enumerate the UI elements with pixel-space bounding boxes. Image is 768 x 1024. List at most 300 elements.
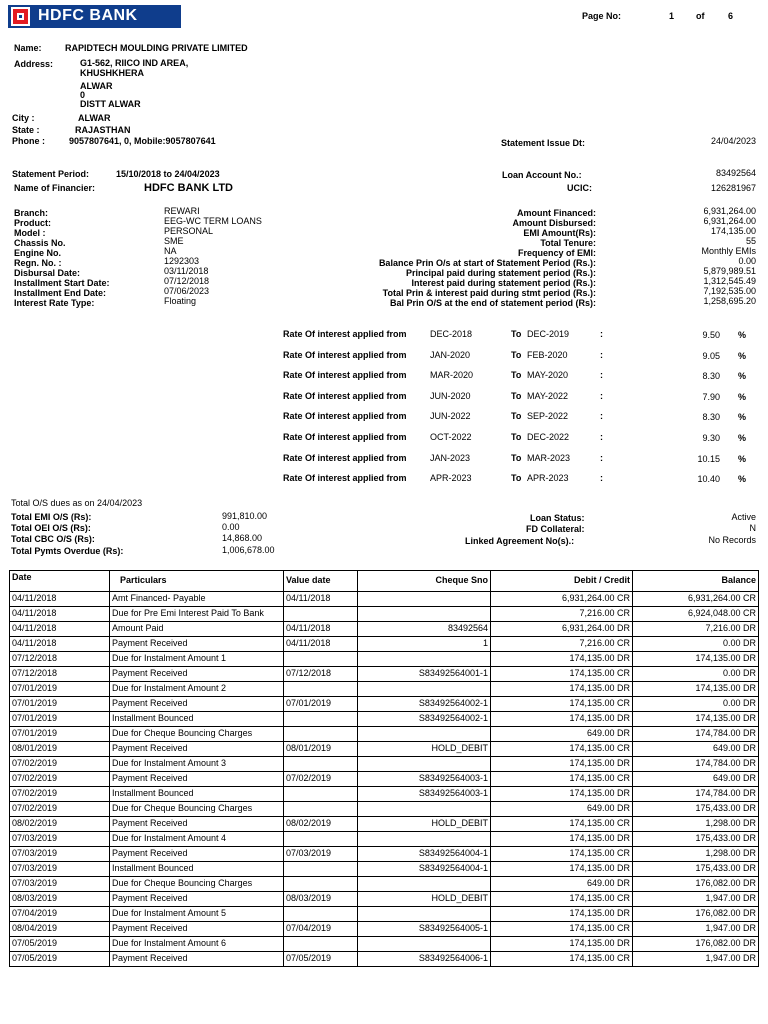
cell-value-date <box>284 652 358 667</box>
rate-value: 8.30 <box>702 371 720 382</box>
loan-account-label: Loan Account No.: <box>502 170 582 180</box>
cell-date: 07/02/2019 <box>10 772 110 787</box>
dues-heading: Total O/S dues as on 24/04/2023 <box>11 498 143 508</box>
cell-balance: 176,082.00 DR <box>633 907 759 922</box>
cell-balance: 174,135.00 DR <box>633 682 759 697</box>
cell-particulars: Amount Paid <box>110 622 284 637</box>
cell-value-date <box>284 727 358 742</box>
cell-amount: 174,135.00 CR <box>491 892 633 907</box>
transactions-table <box>9 570 759 967</box>
loan-summary-value: 6,931,264.00 <box>703 206 756 216</box>
cell-value-date: 08/01/2019 <box>284 742 358 757</box>
address-label: Address: <box>14 59 54 69</box>
ucic-label: UCIC: <box>567 183 592 193</box>
loan-summary-label: Total Tenure: <box>540 238 596 248</box>
loan-detail-label: Model : <box>14 228 46 238</box>
loan-summary-label: Amount Disbursed: <box>512 218 596 228</box>
rate-to-label: To <box>511 390 522 401</box>
cell-amount: 174,135.00 DR <box>491 832 633 847</box>
rate-to-label: To <box>511 432 522 442</box>
cell-date: 07/03/2019 <box>10 847 110 862</box>
rate-colon: : <box>600 349 603 360</box>
cell-date: 08/04/2019 <box>10 922 110 937</box>
rate-to-month: SEP-2022 <box>527 411 569 422</box>
loan-detail-label: Installment End Date: <box>14 288 107 298</box>
cell-balance: 649.00 DR <box>633 742 759 757</box>
loan-detail-value: SME <box>164 236 184 246</box>
rate-from-label: Rate Of interest applied from <box>283 411 407 422</box>
rate-from-label: Rate Of interest applied from <box>283 473 407 484</box>
cell-date: 07/01/2019 <box>10 697 110 712</box>
cell-amount: 174,135.00 CR <box>491 952 633 967</box>
table-row <box>10 607 759 622</box>
table-row <box>10 667 759 682</box>
cell-cheque <box>358 607 491 622</box>
cell-amount: 649.00 DR <box>491 727 633 742</box>
loan-summary-value: 1,312,545.49 <box>703 276 756 286</box>
cell-cheque: S83492564003-1 <box>358 772 491 787</box>
cell-cheque: 1 <box>358 637 491 652</box>
loan-summary-label: Bal Prin O/S at the end of statement period (Rs): <box>389 298 596 308</box>
brand-name: HDFC BANK <box>38 7 138 24</box>
cell-date: 07/03/2019 <box>10 832 110 847</box>
due-value: 14,868.00 <box>222 533 263 543</box>
rate-percent-sign: % <box>738 474 747 485</box>
rate-to-month: FEB-2020 <box>527 349 568 360</box>
due-value: 991,810.00 <box>222 511 268 521</box>
cell-cheque: HOLD_DEBIT <box>358 892 491 907</box>
loan-summary-value: 174,135.00 <box>710 226 756 236</box>
cell-balance: 0.00 DR <box>633 667 759 682</box>
col-header-date: Date <box>10 571 110 592</box>
rate-from-month: JAN-2023 <box>430 452 471 463</box>
rate-from-month: DEC-2018 <box>430 329 473 339</box>
cell-value-date <box>284 757 358 772</box>
rate-percent-sign: % <box>738 412 747 423</box>
cell-date: 07/01/2019 <box>10 727 110 742</box>
rate-from-label: Rate Of interest applied from <box>283 370 407 381</box>
table-row <box>10 637 759 652</box>
table-row <box>10 712 759 727</box>
cell-value-date: 07/05/2019 <box>284 952 358 967</box>
due-label: Total CBC O/S (Rs): <box>11 534 95 544</box>
table-row <box>10 652 759 667</box>
financier-label: Name of Financier: <box>14 183 96 193</box>
period-value: 15/10/2018 to 24/04/2023 <box>116 169 220 179</box>
cell-date: 07/02/2019 <box>10 757 110 772</box>
cell-particulars: Payment Received <box>110 742 284 757</box>
rate-colon: : <box>600 390 603 401</box>
loan-account-value: 83492564 <box>715 168 756 178</box>
cell-amount: 174,135.00 DR <box>491 937 633 952</box>
loan-detail-value: Floating <box>164 296 197 306</box>
loan-detail-label: Installment Start Date: <box>14 278 110 288</box>
cell-balance: 174,135.00 DR <box>633 712 759 727</box>
financier-value: HDFC BANK LTD <box>144 182 234 194</box>
address-line: 0 <box>80 90 86 100</box>
address-line: DISTT ALWAR <box>80 99 141 109</box>
table-row <box>10 757 759 772</box>
table-row <box>10 817 759 832</box>
cell-amount: 174,135.00 DR <box>491 682 633 697</box>
cell-date: 04/11/2018 <box>10 622 110 637</box>
cell-value-date <box>284 712 358 727</box>
cell-balance: 7,216.00 DR <box>633 622 759 637</box>
cell-value-date: 07/04/2019 <box>284 922 358 937</box>
cell-balance: 174,784.00 DR <box>633 757 759 772</box>
loan-summary-value: 6,931,264.00 <box>703 216 756 226</box>
table-row <box>10 787 759 802</box>
cell-cheque: HOLD_DEBIT <box>358 742 491 757</box>
rate-from-month: OCT-2022 <box>430 432 472 442</box>
cell-particulars: Due for Pre Emi Interest Paid To Bank <box>110 607 284 622</box>
rate-percent-sign: % <box>738 350 747 361</box>
col-header-debit-credit: Debit / Credit <box>491 571 633 592</box>
cell-amount: 649.00 DR <box>491 877 633 892</box>
cell-cheque: HOLD_DEBIT <box>358 817 491 832</box>
cell-particulars: Payment Received <box>110 637 284 652</box>
due-label: Total Pymts Overdue (Rs): <box>11 546 124 556</box>
rate-colon: : <box>600 452 603 463</box>
table-row <box>10 922 759 937</box>
cell-balance: 176,082.00 DR <box>633 877 759 892</box>
cell-value-date: 08/03/2019 <box>284 892 358 907</box>
cell-balance: 0.00 DR <box>633 697 759 712</box>
cell-particulars: Due for Instalment Amount 1 <box>110 652 284 667</box>
cell-balance: 1,947.00 DR <box>633 892 759 907</box>
cell-date: 04/11/2018 <box>10 592 110 607</box>
loan-summary-label: Amount Financed: <box>517 208 596 218</box>
loan-summary-value: Monthly EMIs <box>701 246 756 256</box>
cell-value-date <box>284 607 358 622</box>
cell-date: 07/03/2019 <box>10 877 110 892</box>
cell-value-date: 07/03/2019 <box>284 847 358 862</box>
rate-to-label: To <box>511 411 522 422</box>
loan-summary-value: 5,879,989.51 <box>703 266 756 276</box>
loan-detail-label: Interest Rate Type: <box>14 298 95 308</box>
rate-to-month: MAY-2020 <box>527 370 569 381</box>
issue-date-label: Statement Issue Dt: <box>501 138 586 148</box>
loan-detail-label: Disbursal Date: <box>14 268 81 278</box>
cell-balance: 176,082.00 DR <box>633 937 759 952</box>
table-row <box>10 742 759 757</box>
rate-value: 10.40 <box>697 474 720 485</box>
cell-cheque: S83492564004-1 <box>358 847 491 862</box>
rate-from-month: JUN-2022 <box>430 411 471 422</box>
cell-date: 07/12/2018 <box>10 667 110 682</box>
cell-date: 07/04/2019 <box>10 907 110 922</box>
loan-status-value: Active <box>731 512 756 522</box>
rate-value: 7.90 <box>702 391 720 402</box>
cell-cheque <box>358 832 491 847</box>
rate-percent-sign: % <box>738 371 747 382</box>
cell-amount: 174,135.00 DR <box>491 787 633 802</box>
cell-particulars: Due for Instalment Amount 6 <box>110 937 284 952</box>
cell-cheque <box>358 592 491 607</box>
cell-value-date <box>284 862 358 877</box>
fd-collateral-label: FD Collateral: <box>526 524 585 534</box>
table-row <box>10 802 759 817</box>
rate-to-label: To <box>511 329 522 339</box>
cell-amount: 7,216.00 CR <box>491 637 633 652</box>
rate-to-month: APR-2023 <box>527 473 569 484</box>
cell-cheque: S83492564004-1 <box>358 862 491 877</box>
phone-label: Phone : <box>12 136 45 146</box>
cell-cheque: S83492564001-1 <box>358 667 491 682</box>
table-header-row <box>10 571 759 592</box>
loan-detail-label: Regn. No. : <box>14 258 62 268</box>
cell-cheque <box>358 937 491 952</box>
cell-cheque: S83492564005-1 <box>358 922 491 937</box>
rate-value: 10.15 <box>697 453 720 464</box>
state-label: State : <box>12 125 40 135</box>
city-label: City : <box>12 113 35 123</box>
cell-cheque <box>358 802 491 817</box>
rate-to-month: MAR-2023 <box>527 452 571 463</box>
col-header-balance: Balance <box>633 571 759 592</box>
rate-to-month: DEC-2019 <box>527 329 570 339</box>
page-total: 6 <box>728 11 734 21</box>
loan-status-label: Loan Status: <box>530 513 585 523</box>
cell-particulars: Due for Cheque Bouncing Charges <box>110 802 284 817</box>
cell-amount: 174,135.00 DR <box>491 712 633 727</box>
cell-particulars: Installment Bounced <box>110 862 284 877</box>
cell-date: 04/11/2018 <box>10 637 110 652</box>
loan-detail-value: REWARI <box>164 206 200 216</box>
rate-to-label: To <box>511 370 522 381</box>
loan-summary-label: Total Prin & interest paid during stmt period (Rs.): <box>382 288 596 298</box>
cell-date: 07/01/2019 <box>10 712 110 727</box>
cell-balance: 6,931,264.00 CR <box>633 592 759 607</box>
loan-summary-label: Frequency of EMI: <box>517 248 596 258</box>
table-row <box>10 622 759 637</box>
table-row <box>10 727 759 742</box>
table-row <box>10 697 759 712</box>
cell-balance: 175,433.00 DR <box>633 832 759 847</box>
table-row <box>10 862 759 877</box>
loan-summary-label: Balance Prin O/s at start of Statement Period (Rs.): <box>378 258 596 268</box>
table-row <box>10 592 759 607</box>
col-header-particulars: Particulars <box>110 571 284 592</box>
loan-detail-value: 1292303 <box>164 256 200 266</box>
loan-summary-value: 1,258,695.20 <box>703 296 756 306</box>
period-label: Statement Period: <box>12 169 90 179</box>
cell-amount: 7,216.00 CR <box>491 607 633 622</box>
rate-value: 9.30 <box>702 433 720 443</box>
cell-cheque: S83492564002-1 <box>358 697 491 712</box>
cell-amount: 174,135.00 CR <box>491 772 633 787</box>
cell-particulars: Due for Instalment Amount 3 <box>110 757 284 772</box>
col-header-cheque: Cheque Sno <box>358 571 491 592</box>
table-row <box>10 682 759 697</box>
rate-to-month: MAY-2022 <box>527 390 569 401</box>
rate-colon: : <box>600 370 603 381</box>
cell-particulars: Installment Bounced <box>110 787 284 802</box>
linked-agreement-label: Linked Agreement No(s).: <box>465 536 575 546</box>
cell-balance: 175,433.00 DR <box>633 802 759 817</box>
cell-value-date <box>284 802 358 817</box>
rate-colon: : <box>600 329 603 339</box>
loan-summary-label: Principal paid during statement period (Rs.): <box>405 268 596 278</box>
cell-date: 08/01/2019 <box>10 742 110 757</box>
cell-amount: 174,135.00 CR <box>491 817 633 832</box>
loan-detail-value: PERSONAL <box>164 226 214 236</box>
cell-amount: 174,135.00 DR <box>491 757 633 772</box>
cell-balance: 174,135.00 DR <box>633 652 759 667</box>
cell-value-date: 04/11/2018 <box>284 592 358 607</box>
rate-from-month: APR-2023 <box>430 473 472 484</box>
loan-detail-value: 07/12/2018 <box>164 276 210 286</box>
cell-particulars: Payment Received <box>110 922 284 937</box>
table-row <box>10 832 759 847</box>
rate-value: 9.05 <box>702 350 720 361</box>
due-value: 1,006,678.00 <box>222 545 275 555</box>
cell-date: 07/05/2019 <box>10 937 110 952</box>
loan-detail-value: NA <box>164 246 177 256</box>
rate-value: 8.30 <box>702 412 720 423</box>
address-line: G1-562, RIICO IND AREA, <box>80 58 189 68</box>
cell-cheque: 83492564 <box>358 622 491 637</box>
cell-particulars: Payment Received <box>110 667 284 682</box>
cell-value-date: 04/11/2018 <box>284 622 358 637</box>
cell-date: 07/05/2019 <box>10 952 110 967</box>
cell-amount: 6,931,264.00 DR <box>491 622 633 637</box>
rate-from-month: JAN-2020 <box>430 349 471 360</box>
cell-cheque: S83492564002-1 <box>358 712 491 727</box>
cell-date: 07/12/2018 <box>10 652 110 667</box>
cell-value-date: 08/02/2019 <box>284 817 358 832</box>
issue-date-value: 24/04/2023 <box>710 136 756 146</box>
cell-value-date <box>284 877 358 892</box>
cell-date: 07/02/2019 <box>10 802 110 817</box>
cell-particulars: Due for Instalment Amount 2 <box>110 682 284 697</box>
cell-amount: 6,931,264.00 CR <box>491 592 633 607</box>
fd-collateral-value: N <box>749 523 756 533</box>
cell-date: 08/02/2019 <box>10 817 110 832</box>
cell-particulars: Due for Instalment Amount 5 <box>110 907 284 922</box>
table-row <box>10 937 759 952</box>
cell-amount: 174,135.00 CR <box>491 922 633 937</box>
due-value: 0.00 <box>222 522 240 532</box>
rate-to-label: To <box>511 473 522 484</box>
page-current: 1 <box>669 11 675 21</box>
loan-detail-value: EEG-WC TERM LOANS <box>164 216 262 226</box>
cell-balance: 1,947.00 DR <box>633 922 759 937</box>
rate-from-month: MAR-2020 <box>430 370 474 381</box>
cell-amount: 174,135.00 CR <box>491 697 633 712</box>
cell-value-date: 07/12/2018 <box>284 667 358 682</box>
cell-particulars: Due for Cheque Bouncing Charges <box>110 727 284 742</box>
rate-to-month: DEC-2022 <box>527 432 570 442</box>
due-label: Total EMI O/S (Rs): <box>11 512 92 522</box>
table-row <box>10 772 759 787</box>
loan-summary-label: EMI Amount(Rs): <box>523 228 596 238</box>
cell-date: 04/11/2018 <box>10 607 110 622</box>
cell-balance: 1,298.00 DR <box>633 847 759 862</box>
cell-amount: 174,135.00 DR <box>491 862 633 877</box>
cell-particulars: Payment Received <box>110 817 284 832</box>
loan-detail-value: 07/06/2023 <box>164 286 210 296</box>
rate-from-label: Rate Of interest applied from <box>283 390 407 401</box>
cell-amount: 174,135.00 CR <box>491 847 633 862</box>
rate-to-label: To <box>511 349 522 360</box>
table-row <box>10 907 759 922</box>
loan-summary-value: 7,192,535.00 <box>703 286 756 296</box>
cell-value-date <box>284 832 358 847</box>
loan-detail-label: Branch: <box>14 208 49 218</box>
cell-value-date <box>284 907 358 922</box>
cell-balance: 0.00 DR <box>633 637 759 652</box>
rate-from-label: Rate Of interest applied from <box>283 432 407 442</box>
rate-from-label: Rate Of interest applied from <box>283 349 407 360</box>
cell-amount: 174,135.00 CR <box>491 667 633 682</box>
cell-cheque <box>358 907 491 922</box>
name-label: Name: <box>14 43 42 53</box>
cell-date: 07/03/2019 <box>10 862 110 877</box>
cell-value-date: 04/11/2018 <box>284 637 358 652</box>
cell-particulars: Due for Instalment Amount 4 <box>110 832 284 847</box>
due-label: Total OEI O/S (Rs): <box>11 523 91 533</box>
address-line: ALWAR <box>80 81 113 91</box>
cell-particulars: Due for Cheque Bouncing Charges <box>110 877 284 892</box>
cell-value-date: 07/01/2019 <box>284 697 358 712</box>
rate-from-label: Rate Of interest applied from <box>283 452 407 463</box>
loan-summary-label: Interest paid during statement period (Rs.): <box>411 278 596 288</box>
cell-particulars: Payment Received <box>110 697 284 712</box>
loan-summary-value: 55 <box>745 236 756 246</box>
linked-agreement-value: No Records <box>708 535 756 545</box>
rate-colon: : <box>600 411 603 422</box>
cell-cheque: S83492564003-1 <box>358 787 491 802</box>
cell-cheque <box>358 757 491 772</box>
cell-balance: 174,784.00 DR <box>633 787 759 802</box>
table-row <box>10 892 759 907</box>
cell-particulars: Payment Received <box>110 847 284 862</box>
col-header-value-date: Value date <box>284 571 358 592</box>
rate-colon: : <box>600 473 603 484</box>
cell-date: 07/01/2019 <box>10 682 110 697</box>
cell-cheque: S83492564006-1 <box>358 952 491 967</box>
cell-balance: 1,947.00 DR <box>633 952 759 967</box>
cell-balance: 649.00 DR <box>633 772 759 787</box>
rate-percent-sign: % <box>738 391 747 402</box>
cell-balance: 174,784.00 DR <box>633 727 759 742</box>
loan-detail-label: Chassis No. <box>14 238 66 248</box>
state-value: RAJASTHAN <box>75 125 131 135</box>
cell-particulars: Amt Financed- Payable <box>110 592 284 607</box>
rate-value: 9.50 <box>702 330 720 340</box>
cell-amount: 649.00 DR <box>491 802 633 817</box>
phone-value: 9057807641, 0, Mobile:9057807641 <box>69 136 216 146</box>
loan-detail-label: Product: <box>14 218 51 228</box>
hdfc-bank-logo <box>8 5 181 28</box>
cell-value-date <box>284 787 358 802</box>
cell-balance: 6,924,048.00 CR <box>633 607 759 622</box>
rate-percent-sign: % <box>738 433 747 443</box>
loan-summary-value: 0.00 <box>738 256 756 266</box>
rate-percent-sign: % <box>738 453 747 464</box>
page-label: Page No: <box>582 11 622 21</box>
cell-date: 07/02/2019 <box>10 787 110 802</box>
rate-to-label: To <box>511 452 522 463</box>
cell-cheque <box>358 877 491 892</box>
address-line: KHUSHKHERA <box>80 68 145 78</box>
cell-value-date <box>284 937 358 952</box>
table-row <box>10 847 759 862</box>
rate-colon: : <box>600 432 603 442</box>
hdfc-logo-icon <box>11 7 30 26</box>
ucic-value: 126281967 <box>710 183 756 193</box>
